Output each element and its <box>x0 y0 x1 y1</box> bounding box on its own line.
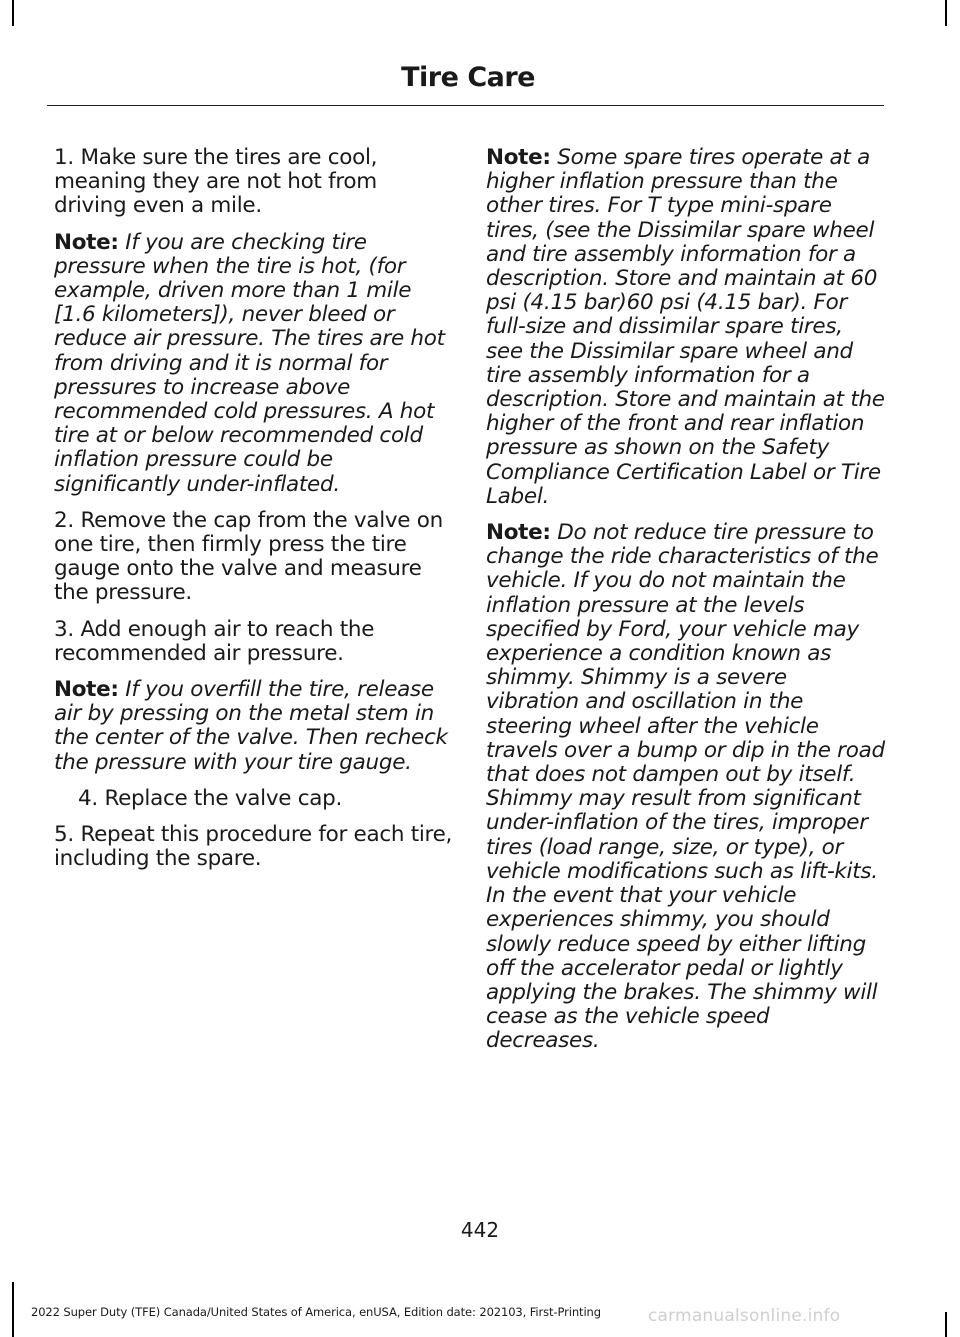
note-1 <box>54 231 454 497</box>
note-text: If you overfill the tire, release air by pressing on the metal stem in the center of the valve. Then recheck the pressure with your tire gauge. <box>54 677 448 775</box>
crop-mark-top-left <box>12 0 14 26</box>
note-label: Note: <box>54 677 119 703</box>
watermark[interactable]: carmanualsonline.info <box>648 1306 841 1326</box>
left-column <box>54 146 454 883</box>
footer-edition-info: 2022 Super Duty (TFE) Canada/United States of America, enUSA, Edition date: 202103, First-Printing <box>31 1305 601 1319</box>
crop-mark-bottom-left <box>12 1282 14 1337</box>
note-text: Do not reduce tire pressure to change the ride characteristics of the vehicle. If you do not maintain the inflation pressure at the levels specified by Ford, your vehicle may experience a condition known as shimmy. Shimmy is a severe vibration and oscillation in the steering wheel after the vehicle travels over a bump or dip in the road that does not dampen out by itself. Shimmy may result from significant under-inflation of the tires, improper tires (load range, size, or type), or vehicle modifications such as lift-kits. In the event that your vehicle experiences shimmy, you should slowly reduce speed by either lifting off the accelerator pedal or lightly applying the brakes. The shimmy will cease as the vehicle speed decreases. <box>486 520 885 1054</box>
crop-mark-top-right <box>945 0 947 26</box>
step-1: 1. Make sure the tires are cool, meaning they are not hot from driving even a mile. <box>54 145 378 219</box>
step-3: 3. Add enough air to reach the recommended air pressure. <box>54 616 375 666</box>
crop-mark-bottom-right <box>945 1312 947 1337</box>
note-4 <box>486 521 886 1053</box>
step-2: 2. Remove the cap from the valve on one tire, then firmly press the tire gauge onto the valve and measure the pressure. <box>54 507 443 606</box>
note-text: Some spare tires operate at a higher inflation pressure than the other tires. For T type mini-spare tires, (see the Dissimilar spare wheel and tire assembly information for a description. Store and maintain at 60 psi (4.15 bar)60 psi (4.15 bar). For full-size and dissimilar spare tires, see the Dissimilar spare wheel and tire assembly information for a description. Store and maintain at the higher of the front and rear inflation pressure as shown on the Safety Compliance Certification Label or Tire Label. <box>486 145 885 509</box>
note-label: Note: <box>486 520 551 546</box>
note-label: Note: <box>486 145 551 170</box>
note-label: Note: <box>54 229 119 255</box>
note-2 <box>54 678 454 775</box>
page-number: 442 <box>460 1218 500 1242</box>
note-3 <box>486 146 886 509</box>
header-divider <box>47 105 884 106</box>
note-text: If you are checking tire pressure when the tire is hot, (for example, driven more than 1 mile [1.6 kilometers]), never bleed or reduce air pressure. The tires are hot from driving and it is normal for pressures to increase above recommended cold pressures. A hot tire at or below recommended cold inflation pressure could be significantly under-inflated. <box>54 229 445 497</box>
step-5: 5. Repeat this procedure for each tire, including the spare. <box>54 822 453 872</box>
step-4: 4. Replace the valve cap. <box>78 785 342 811</box>
right-column <box>486 146 886 1066</box>
page-title: Tire Care <box>401 62 535 93</box>
